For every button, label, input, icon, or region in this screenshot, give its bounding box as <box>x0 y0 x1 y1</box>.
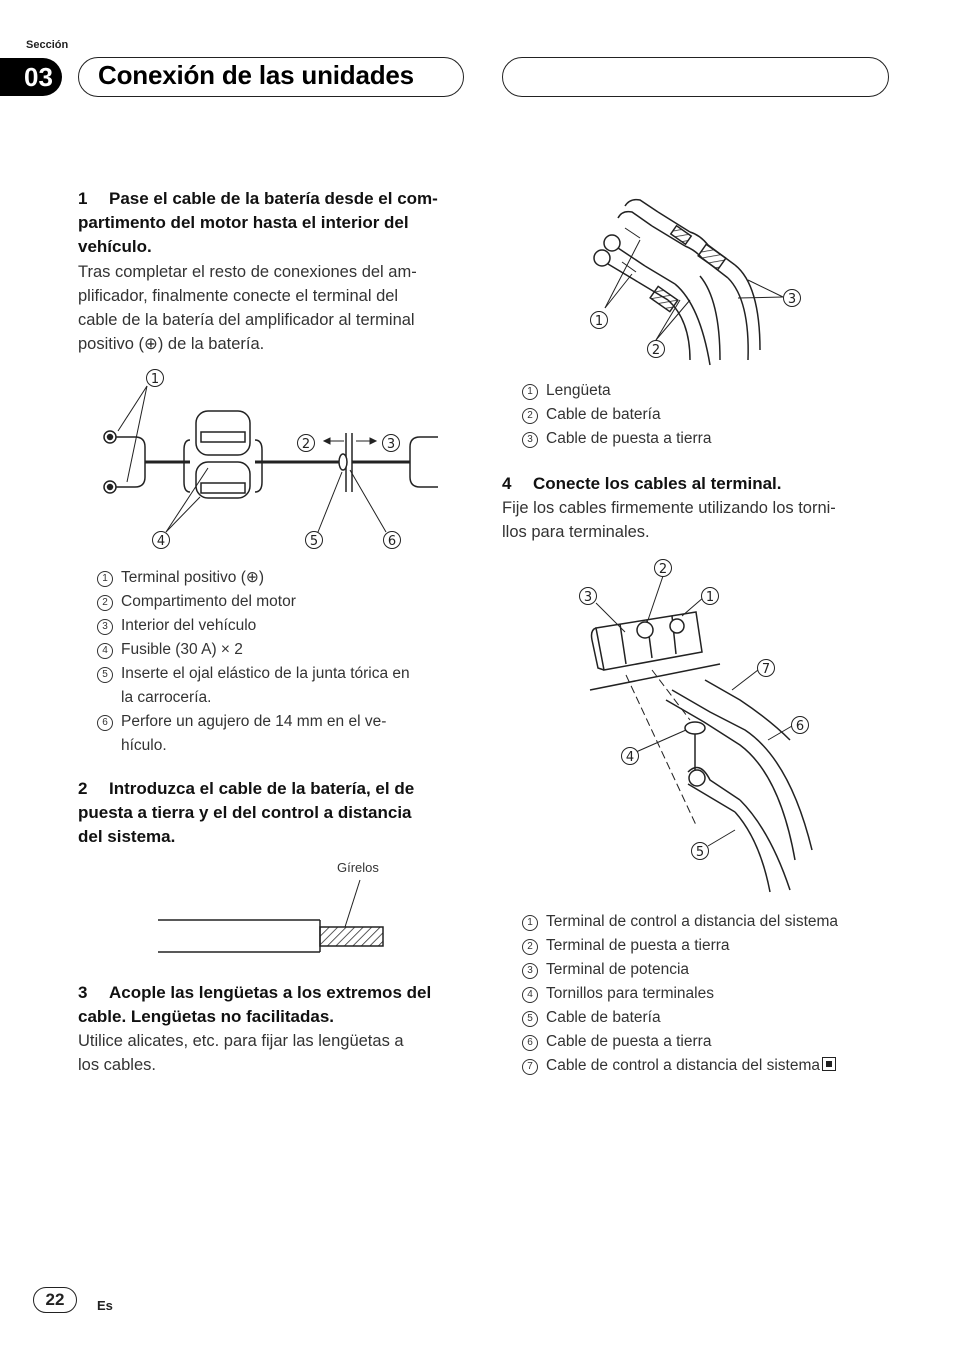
section-number: 03 <box>24 61 53 92</box>
step-line: del sistema. <box>78 827 176 846</box>
step-line: Conecte los cables al terminal. <box>533 474 782 493</box>
caption-number: 1 <box>522 384 538 400</box>
callout-3: 3 <box>583 590 593 605</box>
step-line: Acople las lengüetas a los extremos del <box>109 983 432 1002</box>
step-number: 4 <box>502 474 512 493</box>
language-code: Es <box>97 1298 113 1313</box>
caption-text: Cable de puesta a tierra <box>546 430 712 447</box>
caption-number: 6 <box>97 715 113 731</box>
twist-label: Gírelos <box>337 860 379 875</box>
caption-text: Compartimento del motor <box>121 593 296 610</box>
step-line: Pase el cable de la batería desde el com- <box>109 189 438 208</box>
body-line: plificador, finalmente conecte el terminal del <box>78 287 399 305</box>
step-number: 3 <box>78 983 88 1002</box>
body-line: Utilice alicates, etc. para fijar las lengüetas a <box>78 1032 404 1050</box>
caption-number: 5 <box>522 1011 538 1027</box>
step-line: partimento del motor hasta el interior del <box>78 213 409 232</box>
callout-3: 3 <box>386 437 396 452</box>
caption-number: 1 <box>97 571 113 587</box>
caption-text: Lengüeta <box>546 382 611 399</box>
body-line: positivo (⊕) de la batería. <box>78 335 265 353</box>
step-number: 2 <box>78 779 88 798</box>
body-line: Tras completar el resto de conexiones del am- <box>78 263 417 281</box>
callout-3: 3 <box>787 292 797 307</box>
caption-text: Perfore un agujero de 14 mm en el ve- <box>121 713 387 730</box>
callout-2: 2 <box>301 437 311 452</box>
callout-5: 5 <box>309 534 319 549</box>
page-number: 22 <box>33 1287 77 1313</box>
callout-1: 1 <box>705 590 715 605</box>
caption-number: 3 <box>522 963 538 979</box>
caption-number: 3 <box>522 432 538 448</box>
caption-text: Terminal de puesta a tierra <box>546 937 730 954</box>
step-line: vehículo. <box>78 237 152 256</box>
callout-1: 1 <box>594 314 604 329</box>
step-line: cable. Lengüetas no facilitadas. <box>78 1007 335 1026</box>
caption-text: Tornillos para terminales <box>546 985 714 1002</box>
caption-text: la carrocería. <box>121 689 212 706</box>
caption-text: Cable de control a distancia del sistema <box>546 1057 820 1074</box>
caption-number: 2 <box>97 595 113 611</box>
caption-text: Terminal de control a distancia del sistema <box>546 913 839 930</box>
caption-text: Cable de batería <box>546 406 661 423</box>
body-line: Fije los cables firmemente utilizando los torni- <box>502 499 836 517</box>
callout-1: 1 <box>150 372 160 387</box>
step-number: 1 <box>78 189 88 208</box>
caption-number: 2 <box>522 939 538 955</box>
caption-text: Cable de puesta a tierra <box>546 1033 712 1050</box>
step-line: Introduzca el cable de la batería, el de <box>109 779 415 798</box>
page-title: Conexión de las unidades <box>98 60 414 90</box>
callout-7: 7 <box>761 662 771 677</box>
callout-4: 4 <box>625 750 635 765</box>
end-mark-icon <box>822 1057 836 1071</box>
callout-2: 2 <box>651 343 661 358</box>
caption-text: hículo. <box>121 737 167 754</box>
step-line: puesta a tierra y el del control a distancia <box>78 803 412 822</box>
caption-text: Interior del vehículo <box>121 617 257 634</box>
body-line: los cables. <box>78 1056 156 1074</box>
body-line: cable de la batería del amplificador al terminal <box>78 311 415 329</box>
caption-number: 4 <box>522 987 538 1003</box>
caption-text: Terminal positivo (⊕) <box>121 569 265 586</box>
callout-2: 2 <box>658 562 668 577</box>
caption-number: 7 <box>522 1059 538 1075</box>
caption-number: 4 <box>97 643 113 659</box>
figure-4-captions <box>522 910 922 1078</box>
caption-text: Cable de batería <box>546 1009 661 1026</box>
callout-5: 5 <box>695 845 705 860</box>
caption-number: 5 <box>97 667 113 683</box>
caption-number: 1 <box>522 915 538 931</box>
caption-number: 6 <box>522 1035 538 1051</box>
callout-6: 6 <box>795 719 805 734</box>
caption-text: Fusible (30 A) × 2 <box>121 641 243 658</box>
caption-number: 3 <box>97 619 113 635</box>
section-label: Sección <box>26 39 69 51</box>
caption-text: Inserte el ojal elástico de la junta tórica en <box>121 665 410 682</box>
body-line: llos para terminales. <box>502 523 650 541</box>
callout-6: 6 <box>387 534 397 549</box>
caption-text: Terminal de potencia <box>546 961 690 978</box>
callout-4: 4 <box>156 534 166 549</box>
caption-number: 2 <box>522 408 538 424</box>
